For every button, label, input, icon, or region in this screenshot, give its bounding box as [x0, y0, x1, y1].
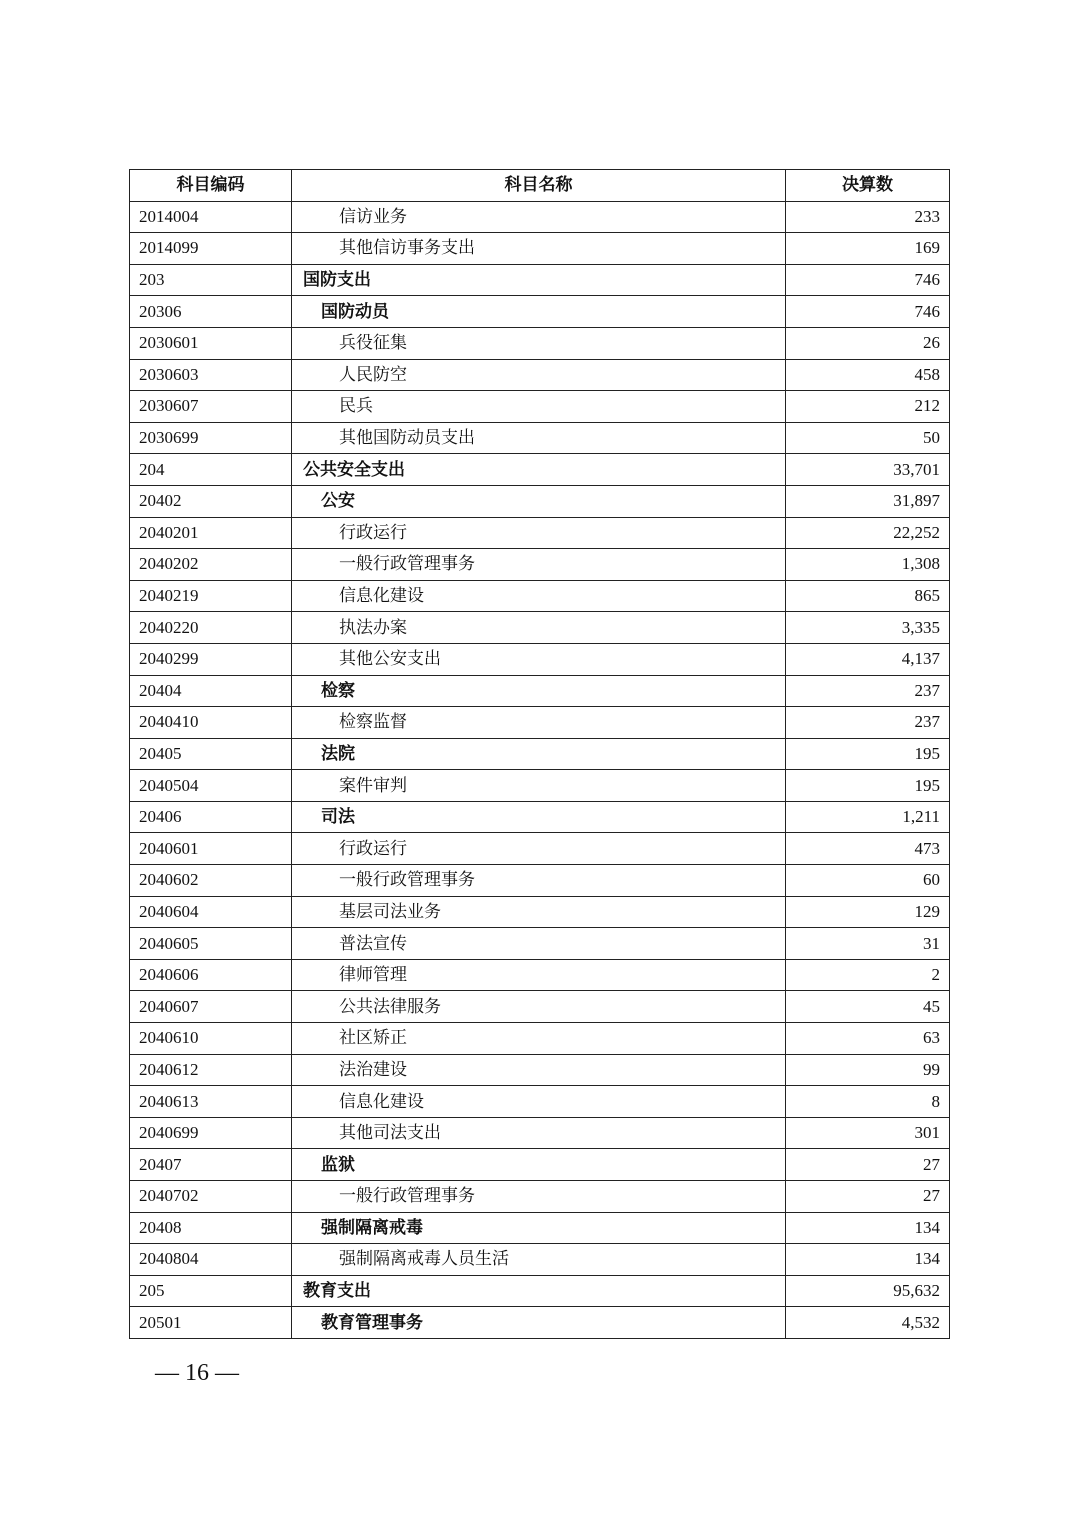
row-code: 2030607 — [130, 391, 292, 423]
row-name: 监狱 — [292, 1149, 786, 1181]
table-row — [130, 1054, 950, 1086]
table-row — [130, 801, 950, 833]
budget-table-container — [129, 169, 949, 1339]
row-code: 2040410 — [130, 707, 292, 739]
row-name: 检察监督 — [292, 707, 786, 739]
row-code: 20407 — [130, 1149, 292, 1181]
row-name: 其他国防动员支出 — [292, 422, 786, 454]
row-amount: 8 — [786, 1086, 950, 1118]
row-amount: 473 — [786, 833, 950, 865]
row-code: 2040220 — [130, 612, 292, 644]
row-amount: 129 — [786, 896, 950, 928]
row-amount: 195 — [786, 770, 950, 802]
row-code: 20406 — [130, 801, 292, 833]
row-name: 强制隔离戒毒人员生活 — [292, 1244, 786, 1276]
row-amount: 2 — [786, 959, 950, 991]
header-amount: 决算数 — [786, 170, 950, 202]
row-code: 2040612 — [130, 1054, 292, 1086]
row-amount: 134 — [786, 1244, 950, 1276]
row-name: 行政运行 — [292, 517, 786, 549]
row-code: 2040504 — [130, 770, 292, 802]
row-name: 检察 — [292, 675, 786, 707]
table-row — [130, 391, 950, 423]
table-row — [130, 1212, 950, 1244]
row-name: 强制隔离戒毒 — [292, 1212, 786, 1244]
table-row — [130, 1244, 950, 1276]
row-name: 一般行政管理事务 — [292, 549, 786, 581]
row-name: 法院 — [292, 738, 786, 770]
row-code: 205 — [130, 1275, 292, 1307]
row-name: 其他信访事务支出 — [292, 233, 786, 265]
table-row — [130, 707, 950, 739]
table-row — [130, 928, 950, 960]
row-name: 国防支出 — [292, 264, 786, 296]
row-amount: 134 — [786, 1212, 950, 1244]
row-amount: 169 — [786, 233, 950, 265]
row-code: 2040602 — [130, 865, 292, 897]
row-amount: 301 — [786, 1117, 950, 1149]
row-name: 案件审判 — [292, 770, 786, 802]
row-code: 2040299 — [130, 643, 292, 675]
row-name: 基层司法业务 — [292, 896, 786, 928]
table-row — [130, 201, 950, 233]
row-amount: 458 — [786, 359, 950, 391]
table-row — [130, 959, 950, 991]
row-name: 信息化建设 — [292, 580, 786, 612]
table-row — [130, 1181, 950, 1213]
budget-table — [129, 169, 950, 1339]
row-amount: 4,137 — [786, 643, 950, 675]
table-row — [130, 675, 950, 707]
row-name: 其他司法支出 — [292, 1117, 786, 1149]
row-name: 法治建设 — [292, 1054, 786, 1086]
row-name: 教育支出 — [292, 1275, 786, 1307]
row-amount: 212 — [786, 391, 950, 423]
row-amount: 746 — [786, 296, 950, 328]
row-code: 20501 — [130, 1307, 292, 1339]
row-amount: 3,335 — [786, 612, 950, 644]
row-code: 2040804 — [130, 1244, 292, 1276]
row-amount: 26 — [786, 327, 950, 359]
row-name: 社区矫正 — [292, 1023, 786, 1055]
table-row — [130, 264, 950, 296]
row-name: 兵役征集 — [292, 327, 786, 359]
table-row — [130, 1023, 950, 1055]
table-row — [130, 1086, 950, 1118]
table-row — [130, 991, 950, 1023]
row-name: 一般行政管理事务 — [292, 1181, 786, 1213]
table-row — [130, 833, 950, 865]
row-code: 2040219 — [130, 580, 292, 612]
row-amount: 31,897 — [786, 485, 950, 517]
row-name: 公共安全支出 — [292, 454, 786, 486]
table-row — [130, 549, 950, 581]
row-name: 信访业务 — [292, 201, 786, 233]
row-code: 203 — [130, 264, 292, 296]
row-amount: 33,701 — [786, 454, 950, 486]
row-amount: 237 — [786, 707, 950, 739]
row-name: 其他公安支出 — [292, 643, 786, 675]
row-code: 20408 — [130, 1212, 292, 1244]
table-row — [130, 485, 950, 517]
row-code: 2040604 — [130, 896, 292, 928]
row-amount: 865 — [786, 580, 950, 612]
row-code: 2040699 — [130, 1117, 292, 1149]
table-body — [130, 201, 950, 1338]
table-row — [130, 327, 950, 359]
row-name: 普法宣传 — [292, 928, 786, 960]
row-amount: 63 — [786, 1023, 950, 1055]
row-name: 国防动员 — [292, 296, 786, 328]
row-name: 信息化建设 — [292, 1086, 786, 1118]
table-row — [130, 1149, 950, 1181]
table-row — [130, 517, 950, 549]
row-code: 2014004 — [130, 201, 292, 233]
row-code: 2040605 — [130, 928, 292, 960]
table-row — [130, 296, 950, 328]
row-amount: 99 — [786, 1054, 950, 1086]
row-name: 律师管理 — [292, 959, 786, 991]
row-code: 20402 — [130, 485, 292, 517]
row-code: 2040610 — [130, 1023, 292, 1055]
row-name: 民兵 — [292, 391, 786, 423]
row-code: 2040607 — [130, 991, 292, 1023]
table-row — [130, 454, 950, 486]
row-amount: 1,211 — [786, 801, 950, 833]
row-code: 2030601 — [130, 327, 292, 359]
table-header-row — [130, 170, 950, 202]
header-name: 科目名称 — [292, 170, 786, 202]
row-amount: 60 — [786, 865, 950, 897]
row-amount: 27 — [786, 1181, 950, 1213]
table-row — [130, 233, 950, 265]
row-code: 2014099 — [130, 233, 292, 265]
row-amount: 746 — [786, 264, 950, 296]
row-amount: 95,632 — [786, 1275, 950, 1307]
row-name: 司法 — [292, 801, 786, 833]
row-code: 204 — [130, 454, 292, 486]
row-name: 执法办案 — [292, 612, 786, 644]
row-code: 2030699 — [130, 422, 292, 454]
row-name: 公安 — [292, 485, 786, 517]
row-code: 20405 — [130, 738, 292, 770]
row-code: 2040613 — [130, 1086, 292, 1118]
row-name: 一般行政管理事务 — [292, 865, 786, 897]
row-code: 2040702 — [130, 1181, 292, 1213]
table-row — [130, 612, 950, 644]
table-row — [130, 643, 950, 675]
row-amount: 27 — [786, 1149, 950, 1181]
row-code: 2040201 — [130, 517, 292, 549]
table-row — [130, 1275, 950, 1307]
row-amount: 50 — [786, 422, 950, 454]
row-amount: 45 — [786, 991, 950, 1023]
table-row — [130, 422, 950, 454]
row-amount: 4,532 — [786, 1307, 950, 1339]
table-row — [130, 896, 950, 928]
table-row — [130, 1117, 950, 1149]
row-code: 2030603 — [130, 359, 292, 391]
table-row — [130, 738, 950, 770]
row-code: 2040606 — [130, 959, 292, 991]
row-amount: 195 — [786, 738, 950, 770]
row-code: 2040601 — [130, 833, 292, 865]
row-amount: 31 — [786, 928, 950, 960]
row-name: 教育管理事务 — [292, 1307, 786, 1339]
row-amount: 237 — [786, 675, 950, 707]
header-code: 科目编码 — [130, 170, 292, 202]
row-code: 2040202 — [130, 549, 292, 581]
table-row — [130, 770, 950, 802]
table-row — [130, 580, 950, 612]
table-row — [130, 359, 950, 391]
page-number: — 16 — — [155, 1360, 239, 1386]
row-name: 人民防空 — [292, 359, 786, 391]
row-amount: 233 — [786, 201, 950, 233]
row-code: 20306 — [130, 296, 292, 328]
table-row — [130, 865, 950, 897]
row-code: 20404 — [130, 675, 292, 707]
row-amount: 22,252 — [786, 517, 950, 549]
row-name: 行政运行 — [292, 833, 786, 865]
row-name: 公共法律服务 — [292, 991, 786, 1023]
table-row — [130, 1307, 950, 1339]
row-amount: 1,308 — [786, 549, 950, 581]
